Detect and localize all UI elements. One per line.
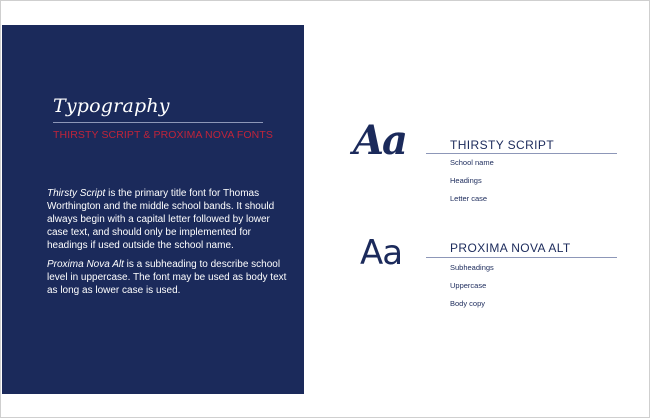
thirsty-script-sample: Aa (353, 117, 406, 164)
proxima-nova-name: PROXIMA NOVA ALT (450, 241, 571, 255)
paragraph-font-name: Proxima Nova Alt (47, 259, 124, 270)
panel-title: Typography (53, 95, 170, 117)
thirsty-script-paragraph (47, 187, 287, 252)
paragraph-text: is a subheading to describe school level in uppercase. The font may be used as body text as long as lower case is used. (47, 259, 287, 296)
proxima-nova-sample: Aa (360, 233, 403, 273)
panel-description (47, 187, 287, 303)
panel-subtitle: THIRSTY SCRIPT & PROXIMA NOVA FONTS (53, 129, 273, 141)
use-item: Letter case (450, 194, 488, 203)
proxima-nova-paragraph (47, 258, 287, 297)
use-item: Uppercase (450, 281, 487, 290)
use-item: Body copy (450, 299, 486, 308)
use-item: Subheadings (450, 263, 494, 272)
paragraph-font-name: Thirsty Script (47, 188, 106, 199)
use-item: Headings (450, 176, 482, 185)
proxima-nova-uses (450, 259, 494, 313)
thirsty-script-name: THIRSTY SCRIPT (450, 138, 555, 152)
thirsty-script-uses (450, 154, 494, 208)
use-item: School name (450, 158, 494, 167)
paragraph-text: is the primary title font for Thomas Worthington and the middle school bands. It should always begin with a capital letter followed by lower case text, and should only be implemented for headings if used outside the school name. (47, 188, 275, 251)
proxima-nova-rule (426, 257, 617, 258)
title-divider (53, 122, 263, 123)
